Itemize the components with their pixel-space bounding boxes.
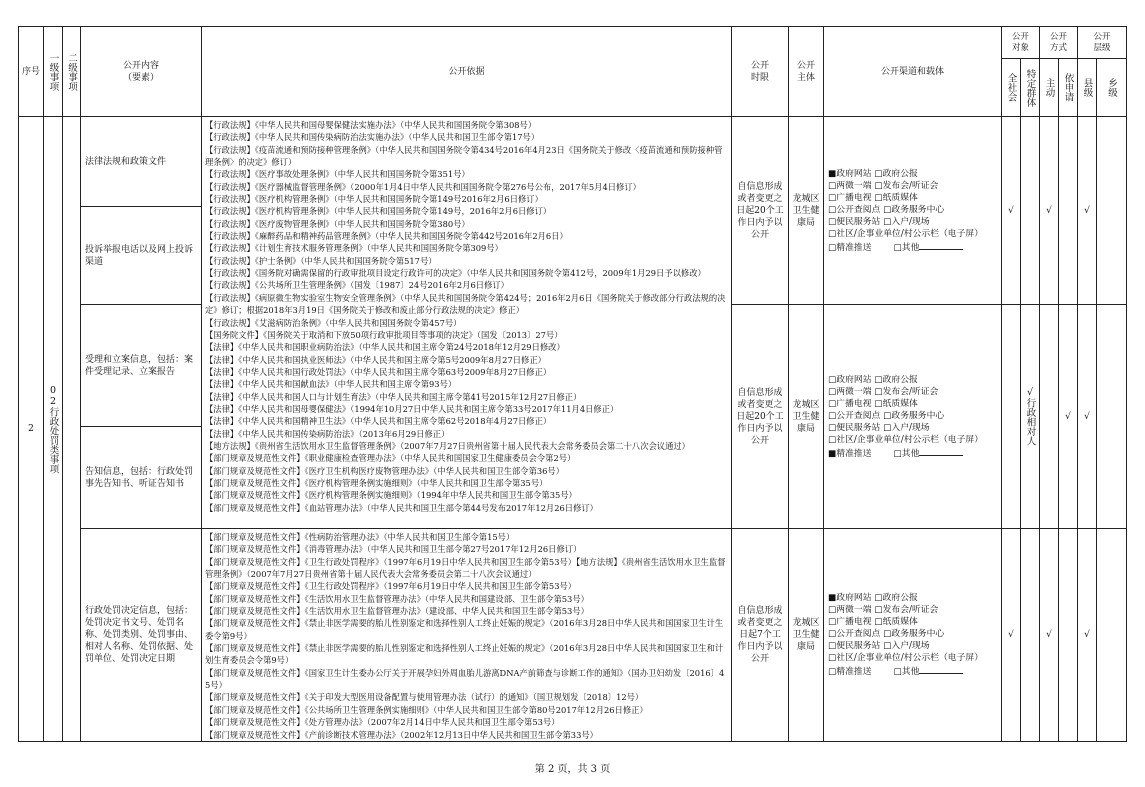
basis-line: 【部门规章及规范性文件】《卫生行政处罚程序》（1997年6月19日中华人民共和国卫生部令第53号） <box>205 581 577 592</box>
check-apply: √ <box>1059 305 1078 529</box>
check-county: √ <box>1078 305 1097 529</box>
channel-option: □社区/企事业单位/村公示栏（电子屏） <box>828 652 983 663</box>
basis-line: 【行政法规】《医疗机构管理条例》（中华人民共和国国务院令第149号2016年2月6日修订） <box>205 194 543 205</box>
channel-other: □其他 <box>893 448 920 459</box>
header-sub-society: 全社会 <box>1002 59 1021 117</box>
content-item: 告知信息，包括：行政处罚事先告知书、听证告知书 <box>81 427 202 529</box>
basis-line: 【部门规章及规范性文件】《生活饮用水卫生监督管理办法》（中华人民共和国建设部、卫生部令第53号） <box>205 593 589 604</box>
header-target-group: 公开 对象 <box>1002 27 1040 59</box>
basis-line: 【部门规章及规范性文件】《生活饮用水卫生监督管理办法》（建设部、中华人民共和国卫生部令第53号） <box>205 606 589 617</box>
check-specific: √行政相对人 <box>1021 305 1040 529</box>
page-footer: 第 2 页，共 3 页 <box>534 764 611 775</box>
basis-cell <box>202 117 732 529</box>
channel-precise-push: □精准推送 <box>828 242 872 253</box>
channel-option: □政府网站 □政府公报 <box>828 374 918 385</box>
basis-line: 【行政法规】《中华人民共和国母婴保健法实施办法》（中华人民共和国国务院令第308号） <box>205 120 537 130</box>
basis-line: 【行政法规】《计划生育技术服务管理条例》（中华人民共和国国务院令第309号） <box>205 243 503 254</box>
basis-line: 【法律】《中华人民共和国献血法》（中华人民共和国主席令第93号） <box>205 379 457 390</box>
basis-line: 【部门规章及规范性文件】《消毒管理办法》（中华人民共和国卫生部令第27号2017年12月26日修订） <box>205 544 582 555</box>
channel-option: □便民服务站 □入户/现场 <box>828 216 930 227</box>
check-county: √ <box>1078 117 1097 305</box>
time-limit: 自信息形成或者变更之日起20个工作日内予以公开 <box>732 117 789 305</box>
basis-line: 【部门规章及规范性文件】《医疗机构管理条例实施细则》（中华人民共和国卫生部令第35号） <box>205 477 548 488</box>
header-seq: 序号 <box>19 27 44 117</box>
basis-line: 【法律】《中华人民共和国传染病防治法》（2013年6月29日修正） <box>205 428 450 439</box>
row-seq: 2 <box>19 117 44 742</box>
header-method-group: 公开 方式 <box>1040 27 1078 59</box>
channel-option: ■政府网站 □政府公报 <box>828 168 918 179</box>
channel-option: □广播电视 □纸质媒体 <box>828 192 918 203</box>
check-township <box>1097 117 1127 305</box>
channel-option: □公开查阅点 □政务服务中心 <box>828 410 945 421</box>
basis-line: 【部门规章及规范性文件】《性病防治管理办法》（中华人民共和国卫生部令第15号） <box>205 532 515 542</box>
channel-option: □公开查阅点 □政务服务中心 <box>828 204 945 215</box>
basis-line: 【行政法规】《医疗事故处理条例》（中华人民共和国国务院令第351号） <box>205 169 470 180</box>
header-level-group: 公开 层级 <box>1078 27 1127 59</box>
basis-line: 【部门规章及规范性文件】《公共场所卫生管理条例实施细则》（中华人民共和国卫生部令第80号2017年12月26日修正） <box>205 704 648 715</box>
basis-line: 【部门规章及规范性文件】《职业健康检查管理办法》（中华人民共和国国家卫生健康委员会令第2号） <box>205 453 576 464</box>
basis-line: 【法律】《中华人民共和国执业医师法》（中华人民共和国主席令第5号2009年8月27日修正） <box>205 354 546 365</box>
channel-option: □两微一端 □发布会/听证会 <box>828 604 939 615</box>
channel-option: □广播电视 □纸质媒体 <box>828 616 918 627</box>
channel-other: □其他 <box>893 666 920 677</box>
channel-option <box>828 240 997 254</box>
table-row <box>19 529 1127 742</box>
basis-line: 【行政法规】《医疗机构管理条例》（中华人民共和国国务院令第149号，2016年2月6日修订） <box>205 206 552 217</box>
channel-option: □便民服务站 □入户/现场 <box>828 640 930 651</box>
basis-line: 【行政法规】《疫苗流通和预防接种管理条例》（中华人民共和国国务院令第434号2016年4月23日《国务院关于修改〈疫苗流通和预防接种管理条例〉的决定》修订） <box>205 144 723 168</box>
basis-line: 【部门规章及规范性文件】《禁止非医学需要的胎儿性别鉴定和选择性别人工终止妊娠的规定》（2016年3月28日中华人民共和国国家卫生计生委令第9号） <box>205 618 724 641</box>
content-item: 投诉举报电话以及网上投诉渠道 <box>81 207 202 305</box>
header-subject: 公开 主体 <box>789 27 824 117</box>
time-limit: 自信息形成或者变更之日起7个工作日内予以公开 <box>732 529 789 742</box>
channel-option: □公开查阅点 □政务服务中心 <box>828 628 945 639</box>
check-township <box>1097 529 1127 742</box>
check-active: √ <box>1040 529 1059 742</box>
check-society: √ <box>1002 529 1021 742</box>
basis-line: 【部门规章及规范性文件】《卫生行政处罚程序》（1997年6月19日中华人民共和国卫生部令第53号）【地方法规】《贵州省生活饮用水卫生监督管理条例》（2007年7月27日贵州省第十届人民代表大会常务委员会第二十八次会议通过） <box>205 556 726 580</box>
basis-line: 【法律】《中华人民共和国母婴保健法》（1994年10月27日中华人民共和国主席令第33号2017年11月4日修正） <box>205 403 619 414</box>
check-township <box>1097 305 1127 529</box>
basis-line: 【部门规章及规范性文件】《处方管理办法》（2007年2月14日中华人民共和国卫生部令第53号） <box>205 717 560 728</box>
basis-line: 【部门规章及规范性文件】《关于印发大型医用设备配置与使用管理办法（试行）的通知》（国卫规划发〔2018〕12号） <box>205 692 644 703</box>
basis-line: 【国务院文件】《国务院关于取消和下放50项行政审批项目等事项的决定》（国发〔2013〕27号） <box>205 329 563 340</box>
header-basis: 公开依据 <box>202 27 732 117</box>
channel-option <box>828 664 997 678</box>
channel-option: □两微一端 □发布会/听证会 <box>828 386 939 397</box>
content-item: 法律法规和政策文件 <box>81 117 202 207</box>
publishing-subject: 龙城区卫生健康局 <box>789 529 824 742</box>
channel-option: □两微一端 □发布会/听证会 <box>828 180 939 191</box>
channel-option: □社区/企事业单位/村公示栏（电子屏） <box>828 434 983 445</box>
channel-option: ■政府网站 □政府公报 <box>828 592 918 603</box>
basis-line: 【部门规章及规范性文件】《国家卫生计生委办公厅关于开展孕妇外周血胎儿游离DNA产前筛查与诊断工作的通知》（国办卫妇幼发〔2016〕45号） <box>205 667 725 691</box>
content-item: 受理和立案信息，包括：案件受理记录、立案报告 <box>81 305 202 427</box>
table-row <box>19 117 1127 207</box>
channel-precise-push: □精准推送 <box>828 666 872 677</box>
basis-line: 【行政法规】《艾滋病防治条例》（中华人民共和国国务院令第457号） <box>205 317 462 328</box>
channel-option <box>828 446 997 460</box>
basis-line: 【行政法规】《麻醉药品和精神药品管理条例》（中华人民共和国国务院令第442号2016年2月6日） <box>205 231 568 242</box>
disclosure-table <box>18 26 1127 742</box>
content-item: 行政处罚决定信息，包括：处罚决定书文号、处罚名称、处罚类别、处罚事由、相对人名称、处罚依据、处罚单位、处罚决定日期 <box>81 529 202 742</box>
fill-in-blank <box>919 240 963 250</box>
check-active <box>1040 305 1059 529</box>
basis-line: 【行政法规】《病原微生物实验室生物安全管理条例》（中华人民共和国国务院令第424号；2016年2月6日《国务院关于修改部分行政法规的决定》修订；根据2018年3月19日《国务院关于修改和废止部分行政法规的决定》修正） <box>205 292 726 316</box>
row-level1: 02行政处罚类事项 <box>44 117 63 742</box>
header-content: 公开内容 （要素） <box>81 27 202 117</box>
channel-list <box>824 305 1002 529</box>
basis-line: 【部门规章及规范性文件】《产前诊断技术管理办法》（2002年12月13日中华人民共和国卫生部令第33号） <box>205 729 598 740</box>
basis-line: 【行政法规】《医疗废物管理条例》（中华人民共和国国务院令第380号） <box>205 218 470 229</box>
basis-line: 【法律】《中华人民共和国人口与计划生育法》（中华人民共和国主席令第41号2015年12月27日修正） <box>205 391 582 402</box>
header-sub-township: 乡级 <box>1097 59 1127 117</box>
check-society: √ <box>1002 117 1021 305</box>
time-limit: 自信息形成或者变更之日起20个工作日内予以公开 <box>732 305 789 529</box>
basis-line: 【法律】《中华人民共和国精神卫生法》（中华人民共和国主席令第62号2018年4月27日修正） <box>205 416 552 427</box>
header-sub-active: 主动 <box>1040 59 1059 117</box>
basis-line: 【地方法规】《贵州省生活饮用水卫生监督管理条例》（2007年7月27日贵州省第十届人民代表大会常务委员会第二十八次会议通过） <box>205 440 690 451</box>
check-county: √ <box>1078 529 1097 742</box>
check-apply <box>1059 117 1078 305</box>
channel-option: □便民服务站 □入户/现场 <box>828 422 930 433</box>
channel-option: □广播电视 □纸质媒体 <box>828 398 918 409</box>
basis-line: 【法律】《中华人民共和国行政处罚法》（中华人民共和国主席令第63号2009年8月27日修正） <box>205 366 552 377</box>
check-apply <box>1059 529 1078 742</box>
row-level2-empty <box>63 117 81 742</box>
basis-line: 【部门规章及规范性文件】《血站管理办法》（中华人民共和国卫生部令第44号发布2017年12月26日修订） <box>205 502 598 513</box>
basis-line: 【行政法规】《护士条例》（中华人民共和国国务院令第517号） <box>205 255 437 266</box>
basis-cell <box>202 529 732 742</box>
header-sub-county: 县级 <box>1078 59 1097 117</box>
basis-line: 【行政法规】《医疗器械监督管理条例》（2000年1月4日中华人民共和国国务院令第276号公布，2017年5月4日修订） <box>205 181 641 192</box>
fill-in-blank <box>919 446 963 456</box>
header-sub-specific: 特定群体 <box>1021 59 1040 117</box>
check-society <box>1002 305 1021 529</box>
channel-list <box>824 117 1002 305</box>
basis-line: 【部门规章及规范性文件】《医疗机构管理条例实施细则》（1994年中华人民共和国卫生部令第35号） <box>205 490 577 501</box>
fill-in-blank <box>919 664 963 674</box>
check-specific <box>1021 529 1040 742</box>
header-level2: 二级事项 <box>63 27 81 117</box>
header-channel: 公开渠道和载体 <box>824 27 1002 117</box>
basis-line: 【法律】《中华人民共和国职业病防治法》（中华人民共和国主席令第24号2018年12月29日修改） <box>205 342 565 353</box>
basis-line: 【行政法规】《中华人民共和国传染病防治法实施办法》（中华人民共和国卫生部令第17号） <box>205 132 540 143</box>
channel-other: □其他 <box>893 242 920 253</box>
publishing-subject: 龙城区卫生健康局 <box>789 117 824 305</box>
publishing-subject: 龙城区卫生健康局 <box>789 305 824 529</box>
channel-option: □社区/企事业单位/村公示栏（电子屏） <box>828 228 983 239</box>
header-sub-apply: 依申请 <box>1059 59 1078 117</box>
channel-list <box>824 529 1002 742</box>
header-time: 公开 时限 <box>732 27 789 117</box>
channel-precise-push: ■精准推送 <box>828 448 872 459</box>
basis-line: 【行政法规】《国务院对确需保留的行政审批项目设定行政许可的决定》（中华人民共和国国务院令第412号，2009年1月29日予以修改） <box>205 268 706 279</box>
basis-line: 【部门规章及规范性文件】《医疗卫生机构医疗废物管理办法》（中华人民共和国卫生部令第36号） <box>205 465 565 476</box>
check-active: √ <box>1040 117 1059 305</box>
basis-line: 【行政法规】《公共场所卫生管理条例》（国发〔1987〕24号2016年2月6日修订） <box>205 280 509 291</box>
header-level1: 一级事项 <box>44 27 63 117</box>
basis-line: 【部门规章及规范性文件】《禁止非医学需要的胎儿性别鉴定和选择性别人工终止妊娠的规定》（2016年3月28日中华人民共和国国家卫生和计划生育委员会令第9号） <box>205 643 724 666</box>
check-specific <box>1021 117 1040 305</box>
